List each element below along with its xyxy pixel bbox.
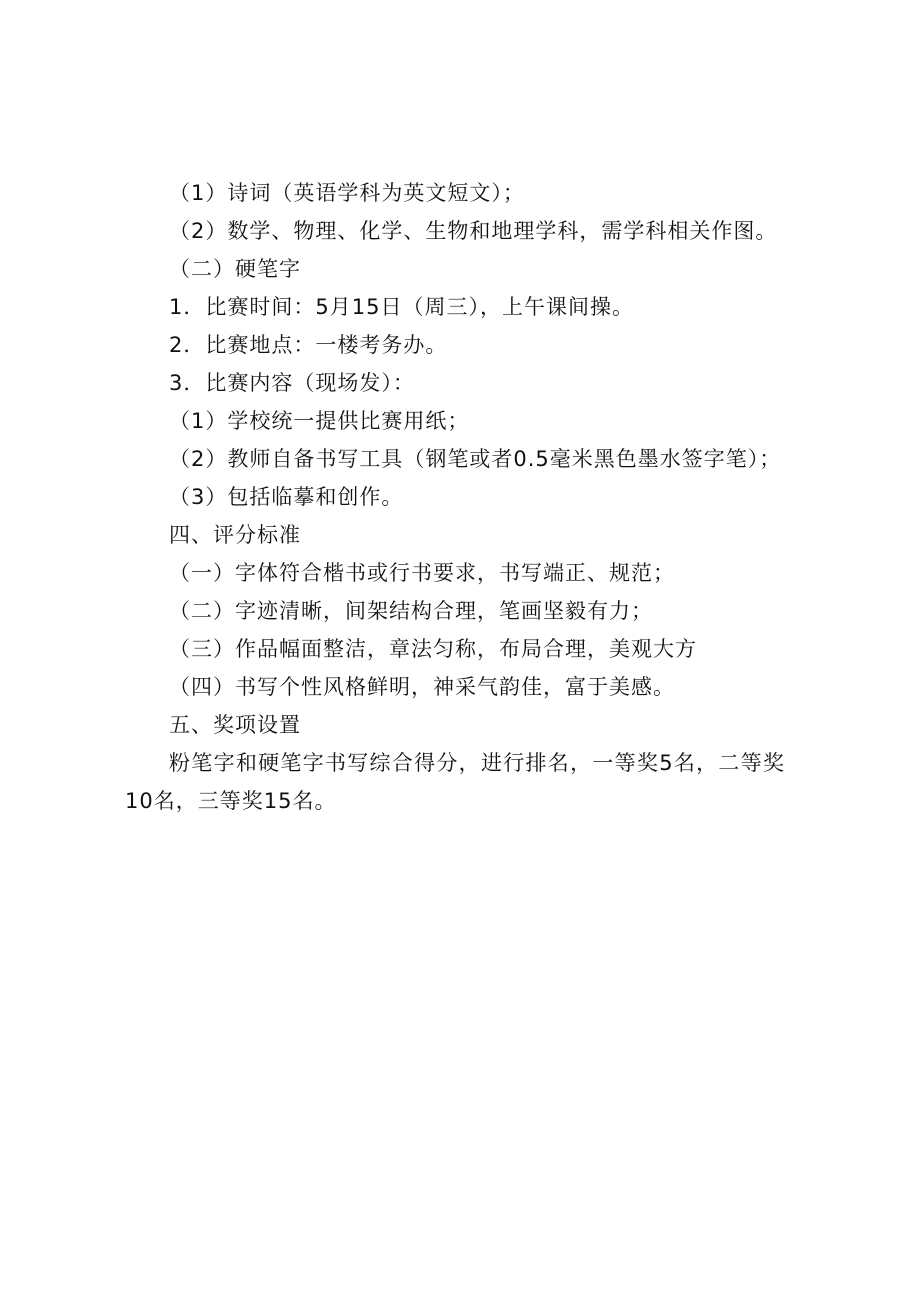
criterion-4: （四）书写个性风格鲜明，神采气韵佳，富于美感。 <box>169 675 675 699</box>
criterion-2: （二）字迹清晰，间架结构合理，笔画坚毅有力； <box>169 599 653 623</box>
document-body <box>125 174 785 820</box>
section-hard-pen: （二）硬笔字 <box>169 257 301 281</box>
paragraph-poetry: （1）诗词（英语学科为英文短文）； <box>169 181 525 205</box>
paragraph-tools: （2）教师自备书写工具（钢笔或者0.5毫米黑色墨水签字笔）； <box>169 447 782 471</box>
paragraph-science-drawing: （2）数学、物理、化学、生物和地理学科，需学科相关作图。 <box>169 219 778 243</box>
paragraph-awards: 粉笔字和硬笔字书写综合得分，进行排名，一等奖5名，二等奖10名，三等奖15名。 <box>125 751 785 813</box>
paragraph-time: 1．比赛时间：5月15日（周三），上午课间操。 <box>169 295 634 319</box>
criterion-3: （三）作品幅面整洁，章法匀称，布局合理，美观大方 <box>169 637 697 661</box>
criterion-1: （一）字体符合楷书或行书要求，书写端正、规范； <box>169 561 675 585</box>
paragraph-paper: （1）学校统一提供比赛用纸； <box>169 409 470 433</box>
section-scoring: 四、评分标准 <box>169 523 301 547</box>
section-awards: 五、奖项设置 <box>169 713 301 737</box>
paragraph-content: 3．比赛内容（现场发）： <box>169 371 415 395</box>
paragraph-location: 2．比赛地点：一楼考务办。 <box>169 333 448 357</box>
paragraph-copy-create: （3）包括临摹和创作。 <box>169 485 404 509</box>
